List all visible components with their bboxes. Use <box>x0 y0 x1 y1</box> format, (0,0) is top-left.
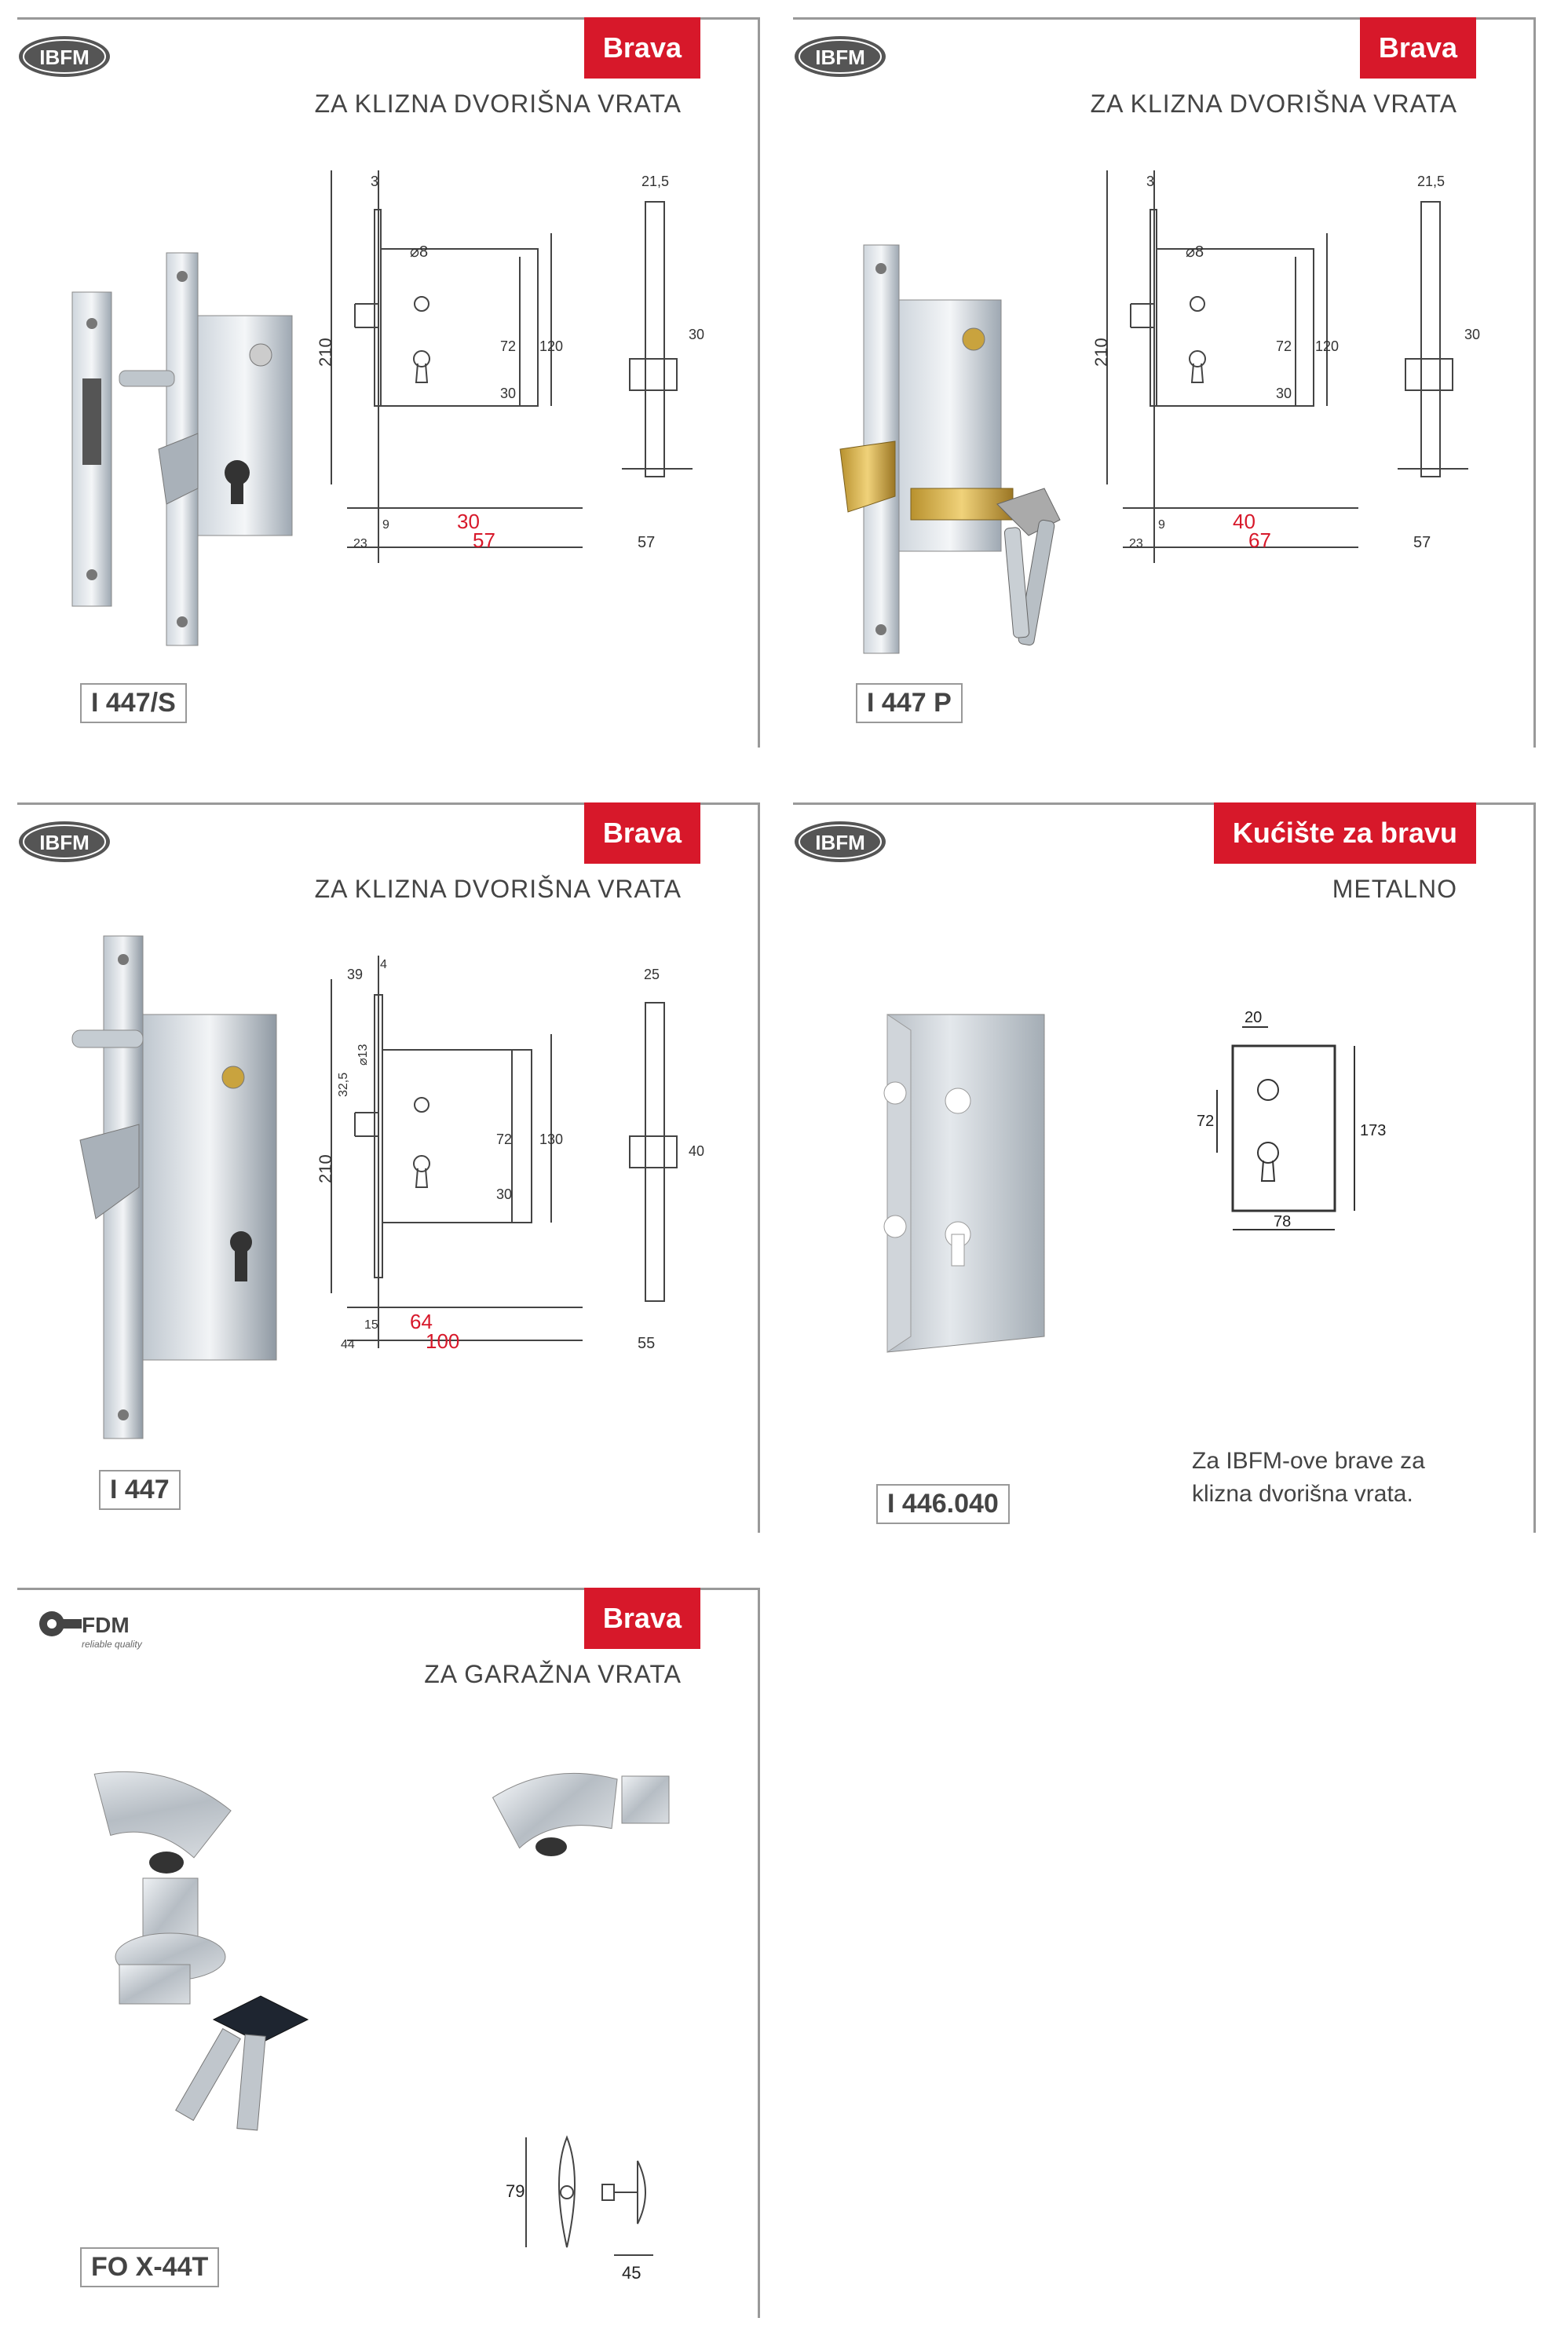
dim-height: 210 <box>316 338 335 367</box>
t-handle-drawing <box>504 2129 708 2302</box>
category-badge: Brava <box>584 1588 700 1649</box>
category-badge: Brava <box>584 17 700 79</box>
dim-top-a: 3 <box>371 174 379 189</box>
dim-c1: 72 <box>496 1131 513 1147</box>
card-border-right <box>1533 17 1536 748</box>
dim-top-b: 21,5 <box>641 174 670 189</box>
dim-c1: 72 <box>1276 338 1292 354</box>
note-line-1: Za IBFM-ove brave za <box>1192 1448 1425 1474</box>
technical-drawing <box>1091 170 1500 579</box>
dim-left: 72 <box>1197 1113 1215 1130</box>
category-badge: Brava <box>584 802 700 864</box>
logo-text: IBFM <box>815 46 865 69</box>
product-card-5 <box>17 1588 760 2318</box>
dim-c2: 120 <box>1315 338 1340 354</box>
product-card-4 <box>793 802 1536 1533</box>
lock-photo <box>832 229 1076 685</box>
dim-b2: 23 <box>1129 537 1143 550</box>
card-subtitle: ZA KLIZNA DVORIŠNA VRATA <box>314 875 682 903</box>
dim-b2: 44 <box>341 1338 355 1351</box>
dim-r2: 67 <box>1248 528 1271 552</box>
dim-b1: 9 <box>382 518 389 532</box>
dim-diameter: ⌀8 <box>410 243 429 261</box>
product-code: I 447 <box>99 1470 181 1510</box>
dim-e: 32,5 <box>337 1072 350 1097</box>
dim-height: 79 <box>506 2181 525 2201</box>
dim-r1: 40 <box>1233 510 1255 533</box>
product-code: FO X-44T <box>80 2247 219 2287</box>
dim-width-top: 20 <box>1245 1009 1263 1026</box>
lock-photo <box>64 928 300 1446</box>
product-code: I 447 P <box>856 683 963 723</box>
dim-r2: 57 <box>473 528 495 552</box>
dim-c3: 30 <box>496 1186 513 1202</box>
lock-photo <box>64 237 300 661</box>
dim-c1: 72 <box>500 338 517 354</box>
dim-diameter: ⌀8 <box>1186 243 1204 261</box>
product-code: I 446.040 <box>876 1484 1010 1524</box>
dim-r1: 30 <box>457 510 480 533</box>
dim-s: 57 <box>638 534 656 551</box>
card-border-right <box>1533 802 1536 1533</box>
fdm-logo <box>36 1607 162 1661</box>
dim-c3: 30 <box>500 386 517 401</box>
dim-c2: 120 <box>539 338 564 354</box>
dim-b1: 9 <box>1158 518 1165 532</box>
card-subtitle: ZA KLIZNA DVORIŠNA VRATA <box>1090 90 1457 118</box>
housing-drawing <box>1197 1007 1390 1242</box>
dim-s: 57 <box>1413 534 1431 551</box>
category-badge: Kućište za bravu <box>1214 802 1476 864</box>
dim-r2: 100 <box>426 1329 460 1353</box>
dim-right: 173 <box>1360 1122 1387 1139</box>
card-border-right <box>758 17 760 748</box>
card-subtitle: ZA GARAŽNA VRATA <box>424 1660 682 1688</box>
ibfm-logo <box>793 820 887 868</box>
housing-photo <box>879 1007 1068 1368</box>
dim-bottom: 78 <box>1274 1213 1292 1230</box>
dim-c2: 130 <box>539 1131 564 1147</box>
card-border-right <box>758 802 760 1533</box>
dim-r1: 64 <box>410 1310 433 1333</box>
dim-b2: 23 <box>353 537 367 550</box>
dim-top-a: 3 <box>1146 174 1155 189</box>
product-code: I 447/S <box>80 683 187 723</box>
dim-top-b: 25 <box>644 967 660 982</box>
dim-c4: 30 <box>1464 327 1481 342</box>
product-card-2 <box>793 17 1536 748</box>
dim-top-b: 21,5 <box>1417 174 1446 189</box>
ibfm-logo <box>17 820 111 868</box>
logo-tagline: reliable quality <box>82 1639 142 1650</box>
dim-height: 210 <box>316 1154 335 1183</box>
category-badge: Brava <box>1360 17 1476 79</box>
dim-c4: 40 <box>689 1143 705 1159</box>
product-note <box>1192 1445 1425 1511</box>
technical-drawing <box>316 170 724 579</box>
dim-height: 210 <box>1091 338 1111 367</box>
dim-top-c: 4 <box>380 958 387 971</box>
ibfm-logo <box>793 35 887 82</box>
technical-drawing <box>316 956 724 1364</box>
dim-b1: 15 <box>364 1318 378 1332</box>
logo-text: IBFM <box>39 46 90 69</box>
note-line-2: klizna dvorišna vrata. <box>1192 1481 1413 1507</box>
dim-width: 45 <box>622 2263 641 2283</box>
card-subtitle: METALNO <box>1332 875 1457 903</box>
dim-s: 55 <box>638 1335 656 1352</box>
ibfm-logo <box>17 35 111 82</box>
product-card-1 <box>17 17 760 748</box>
product-card-3 <box>17 802 760 1533</box>
dim-top-a: 39 <box>347 967 364 982</box>
card-border-right <box>758 1588 760 2318</box>
logo-text: FDM <box>82 1613 130 1637</box>
dim-c4: 30 <box>689 327 705 342</box>
card-subtitle: ZA KLIZNA DVORIŠNA VRATA <box>314 90 682 118</box>
dim-diameter: ⌀13 <box>356 1044 370 1066</box>
dim-c3: 30 <box>1276 386 1292 401</box>
logo-text: IBFM <box>39 831 90 854</box>
logo-text: IBFM <box>815 831 865 854</box>
